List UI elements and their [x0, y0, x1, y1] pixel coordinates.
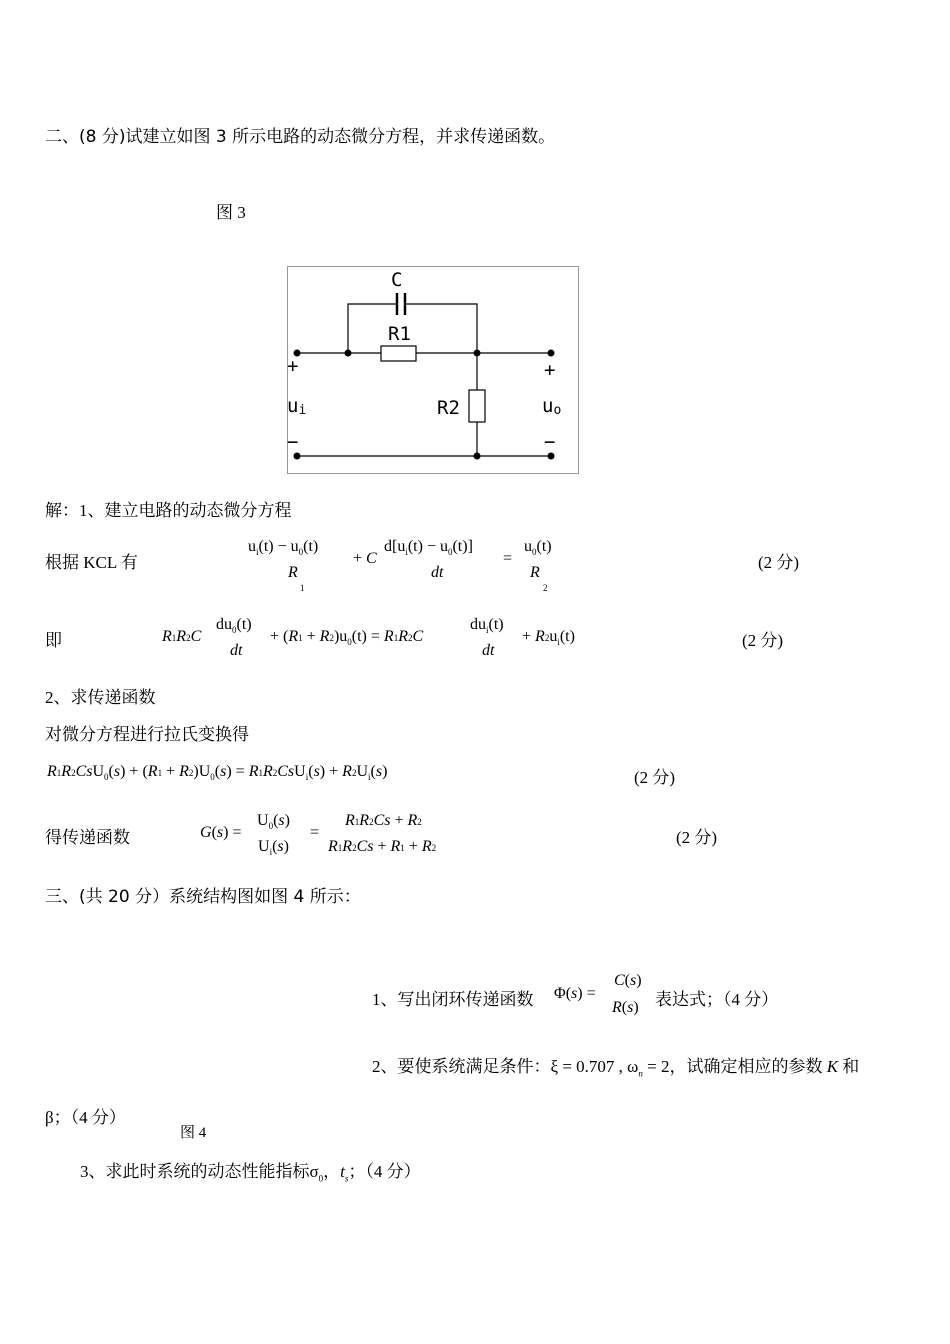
step2-title: 2、求传递函数	[45, 688, 156, 707]
label-c: C	[391, 269, 403, 291]
laplace-intro: 对微分方程进行拉氏变换得	[45, 725, 249, 744]
figure3-caption: 图 3	[216, 203, 246, 222]
output-terminal-bottom	[548, 453, 555, 460]
laplace-equation: $R1R2CsU_0(s) + (R1 + R2)U_0(s) = R1R2CsU_i(s) + R2U_i(s)$	[47, 763, 388, 783]
node-right	[474, 350, 481, 357]
label-r1: R1	[388, 323, 411, 345]
node-bottom	[474, 453, 481, 460]
tf-score: (2 分)	[676, 828, 718, 847]
section2-heading: 二、(8 分)试建立如图 3 所示电路的动态微分方程，并求传递函数。	[45, 127, 556, 147]
output-terminal-top	[548, 350, 555, 357]
figure4-caption: 图 4	[180, 1125, 207, 1141]
resistor-r1	[381, 346, 416, 361]
section3-heading: 三、(共 20 分）系统结构图如图 4 所示：	[45, 887, 361, 907]
circuit-diagram	[287, 266, 579, 474]
question-1: 1、写出闭环传递函数	[372, 990, 534, 1009]
resistor-r2	[469, 390, 485, 422]
node-left	[345, 350, 352, 357]
label-uo: uo	[542, 395, 562, 418]
q1-suffix: 表达式；（4 分）	[655, 990, 779, 1009]
label-plus-out: +	[544, 359, 556, 381]
question-3: 3、求此时系统的动态性能指标$\sigma_0$，$t_s$；（4 分）	[80, 1162, 421, 1184]
ji-score: (2 分)	[742, 631, 784, 650]
solution-title: 解：1、建立电路的动态微分方程	[45, 501, 292, 520]
label-minus-in: −	[287, 431, 299, 453]
tf-label: 得传递函数	[45, 828, 130, 847]
label-r2: R2	[437, 397, 460, 419]
input-terminal-bottom	[294, 453, 301, 460]
kcl-score: (2 分)	[758, 553, 800, 572]
kcl-label: 根据 KCL 有	[45, 553, 138, 572]
label-minus-out: −	[544, 431, 556, 453]
laplace-score: (2 分)	[634, 768, 676, 787]
circuit-frame	[288, 267, 579, 474]
label-ui: ui	[287, 395, 307, 418]
ji-label: 即	[45, 631, 62, 650]
label-plus-in: +	[287, 355, 299, 377]
question-2-continued: β；（4 分）	[45, 1108, 126, 1127]
question-2: 2、要使系统满足条件：ξ = 0.707 , $\omega_n = 2$，试确定相应的参数 K 和	[372, 1057, 860, 1079]
